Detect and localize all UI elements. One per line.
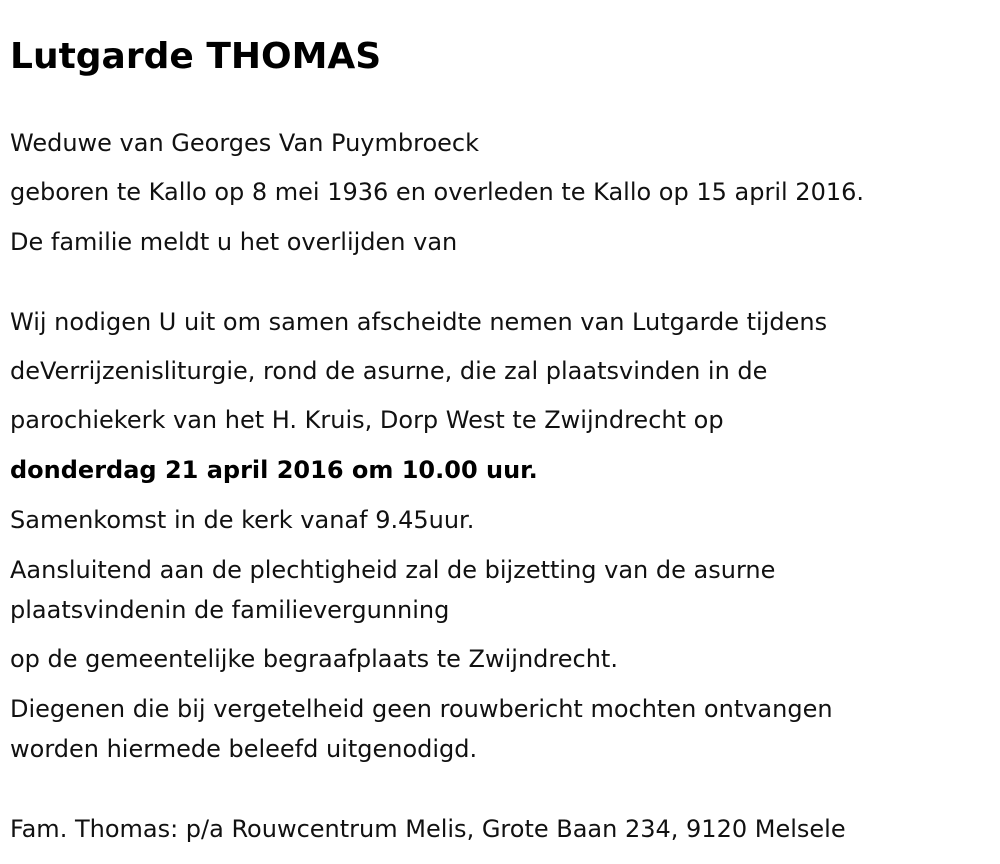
deceased-name: Lutgarde THOMAS <box>10 36 382 77</box>
intro-announcement-line: De familie meldt u het overlijden van <box>10 228 458 256</box>
ceremony-datetime: donderdag 21 april 2016 om 10.00 uur. <box>10 456 538 484</box>
invitation-line: parochiekerk van het H. Kruis, Dorp West te Zwijndrecht op <box>10 406 724 434</box>
intro-widow-line: Weduwe van Georges Van Puymbroeck <box>10 129 479 157</box>
closing-line: worden hiermede beleefd uitgenodigd. <box>10 735 478 763</box>
interment-line: op de gemeentelijke begraafplaats te Zwijndrecht. <box>10 645 618 673</box>
contact-address: Fam. Thomas: p/a Rouwcentrum Melis, Grote Baan 234, 9120 Melsele <box>10 815 846 843</box>
intro-birth-death-line: geboren te Kallo op 8 mei 1936 en overleden te Kallo op 15 april 2016. <box>10 178 865 206</box>
closing-line: Diegenen die bij vergetelheid geen rouwbericht mochten ontvangen <box>10 695 833 723</box>
invitation-line: deVerrijzenisliturgie, rond de asurne, die zal plaatsvinden in de <box>10 357 768 385</box>
interment-line: Aansluitend aan de plechtigheid zal de bijzetting van de asurne <box>10 556 776 584</box>
gathering-time: Samenkomst in de kerk vanaf 9.45uur. <box>10 506 475 534</box>
interment-line: plaatsvindenin de familievergunning <box>10 596 450 624</box>
invitation-line: Wij nodigen U uit om samen afscheidte nemen van Lutgarde tijdens <box>10 308 828 336</box>
